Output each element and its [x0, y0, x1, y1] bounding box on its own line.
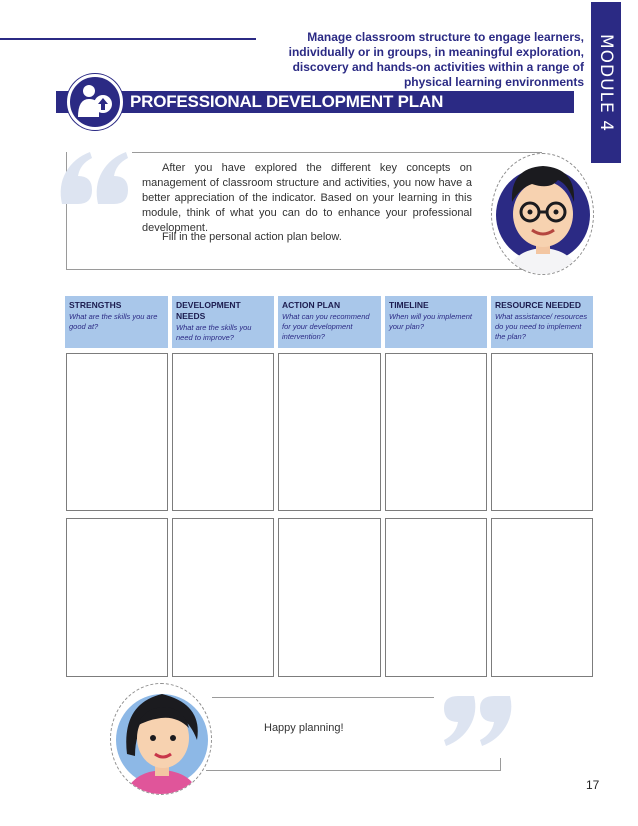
header-rule [0, 38, 256, 40]
strengths-cell-2[interactable] [66, 518, 168, 677]
person-growth-icon [67, 74, 123, 130]
closing-frame-right [500, 758, 501, 771]
resource-needed-cell-1[interactable] [491, 353, 593, 511]
page-title: PROFESSIONAL DEVELOPMENT PLAN [130, 92, 444, 111]
column-header-timeline [385, 296, 487, 348]
timeline-cell-1[interactable] [385, 353, 487, 511]
column-prompt: What are the skills you need to improve? [176, 323, 252, 342]
instruction-text: Fill in the personal action plan below. [162, 231, 342, 243]
module-tab [591, 2, 621, 163]
open-quote-icon [58, 146, 134, 211]
column-header-action-plan [278, 296, 381, 348]
module-label: MODULE 4 [596, 33, 616, 132]
teacher-avatar-woman [110, 683, 212, 795]
intro-paragraph [142, 161, 472, 236]
column-heading: STRENGTHS [69, 300, 122, 310]
column-heading: ACTION PLAN [282, 300, 341, 310]
page-number: 17 [586, 778, 600, 792]
action-plan-cell-1[interactable] [278, 353, 381, 511]
column-header-development-needs [172, 296, 274, 348]
action-plan-cell-2[interactable] [278, 518, 381, 677]
closing-text: Happy planning! [264, 722, 344, 734]
close-quote-icon [442, 694, 512, 755]
teacher-avatar-man [491, 153, 594, 275]
column-heading: RESOURCE NEEDED [495, 300, 581, 310]
closing-frame-topline [212, 697, 434, 698]
resource-needed-cell-2[interactable] [491, 518, 593, 677]
column-prompt: What can you recommend for your development intervention? [282, 312, 370, 341]
column-heading: DEVELOPMENT NEEDS [176, 300, 241, 321]
column-prompt: What assistance/ resources do you need to implement the plan? [495, 312, 588, 341]
column-header-strengths [65, 296, 168, 348]
column-header-resource-needed [491, 296, 593, 348]
strengths-cell-1[interactable] [66, 353, 168, 511]
development-needs-cell-2[interactable] [172, 518, 274, 677]
intro-paragraph-text: After you have explored the different key concepts on management of classroom structure and activities, you now have a better appreciation of the indicator. Based on your learning in this module, think of what you can do to enhance your professional development. [142, 162, 472, 234]
indicator-text: Manage classroom structure to engage learners, individually or in groups, in meaningful exploration, discovery and hands-on activities within a range of physical learning environments [288, 30, 584, 89]
timeline-cell-2[interactable] [385, 518, 487, 677]
intro-frame-topline [132, 152, 542, 153]
column-prompt: What are the skills you are good at? [69, 312, 158, 331]
closing-frame-bottom [206, 770, 501, 771]
development-needs-cell-1[interactable] [172, 353, 274, 511]
column-prompt: When will you implement your plan? [389, 312, 472, 331]
column-heading: TIMELINE [389, 300, 429, 310]
